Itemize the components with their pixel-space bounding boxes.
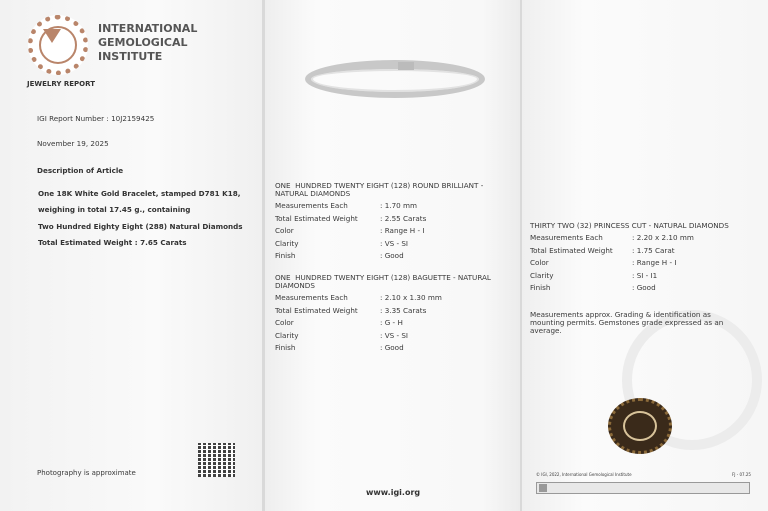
spec-value: : Good <box>632 283 656 292</box>
group-title: ONE HUNDRED TWENTY EIGHT (128) ROUND BRILLIANT - NATURAL DIAMONDS <box>275 181 484 198</box>
description-line: weighing in total 17.45 g., containing <box>38 205 191 214</box>
spec-value: : 2.55 Carats <box>380 213 427 223</box>
report-number: IGI Report Number : 10J2159425 <box>37 114 155 123</box>
spec-value: : Good <box>380 343 404 352</box>
copyright: © IGI, 2022, International Gemological Institute <box>536 472 632 477</box>
spec-value: : 3.35 Carats <box>380 305 427 315</box>
spec-label: Clarity <box>275 238 299 248</box>
spec-value: : SI - I1 <box>632 270 658 280</box>
spec-label: Color <box>275 318 294 327</box>
spec-value: : 1.75 Carat <box>632 245 675 255</box>
document-icon <box>539 484 547 492</box>
form-code: FJ - 07.25 <box>732 472 751 477</box>
spec-label: Finish <box>275 251 296 260</box>
spec-label: Color <box>275 226 294 235</box>
spec-value: : 2.20 x 2.10 mm <box>632 233 694 242</box>
report-type: JEWELRY REPORT <box>27 80 95 88</box>
description-line: One 18K White Gold Bracelet, stamped D781 K18, <box>38 189 241 198</box>
right-panel <box>522 0 768 511</box>
grading-note: Measurements approx. Grading & identification as mounting permits. Gemstones grade expressed as an average. <box>530 310 724 335</box>
description-heading: Description of Article <box>37 166 124 175</box>
spec-label: Clarity <box>275 330 299 340</box>
igi-logo <box>28 15 88 75</box>
spec-label: Measurements Each <box>275 201 348 210</box>
spec-value: : 2.10 x 1.30 mm <box>380 293 442 302</box>
spec-label: Clarity <box>530 270 554 280</box>
spec-label: Total Estimated Weight <box>530 245 613 255</box>
institute-line: INSTITUTE <box>98 50 163 63</box>
bracelet-clasp <box>398 62 414 70</box>
igi-seal <box>608 398 672 454</box>
photo-note: Photography is approximate <box>37 469 136 477</box>
spec-value: : Good <box>380 251 404 260</box>
spec-value: : VS - SI <box>380 238 409 248</box>
institute-line: INTERNATIONAL <box>98 22 198 35</box>
spec-label: Total Estimated Weight <box>275 213 358 223</box>
spec-label: Finish <box>275 343 296 352</box>
spec-value: : G - H <box>380 318 403 327</box>
spec-label: Measurements Each <box>275 293 348 302</box>
princess-title: THIRTY TWO (32) PRINCESS CUT - NATURAL DIAMONDS <box>530 221 729 230</box>
spec-value: : VS - SI <box>380 330 409 340</box>
institute-name <box>98 22 197 64</box>
qr-code[interactable] <box>198 443 235 477</box>
description-line: Total Estimated Weight : 7.65 Carats <box>38 238 187 247</box>
website-link[interactable]: www.igi.org <box>366 488 421 497</box>
security-features-bar <box>536 482 750 494</box>
group-title: ONE HUNDRED TWENTY EIGHT (128) BAGUETTE - NATURAL DIAMONDS <box>275 273 491 290</box>
left-panel <box>0 0 262 511</box>
institute-line: GEMOLOGICAL <box>98 36 188 49</box>
spec-label: Total Estimated Weight <box>275 305 358 315</box>
spec-value: : 1.70 mm <box>380 201 417 210</box>
spec-label: Color <box>530 258 549 267</box>
spec-value: : Range H - I <box>380 226 425 235</box>
bracelet-photo <box>305 60 485 98</box>
spec-value: : Range H - I <box>632 258 677 267</box>
report-date: November 19, 2025 <box>37 139 109 148</box>
spec-label: Finish <box>530 283 551 292</box>
spec-label: Measurements Each <box>530 233 603 242</box>
description-line: Two Hundred Eighty Eight (288) Natural Diamonds <box>38 222 243 231</box>
